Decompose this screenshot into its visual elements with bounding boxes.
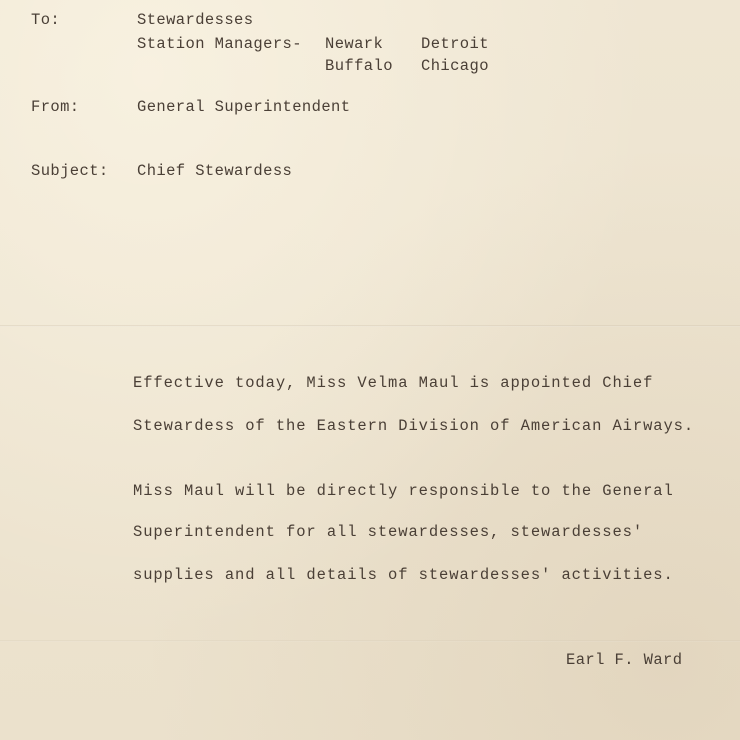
- to-city-detroit: Detroit: [421, 35, 489, 53]
- to-city-chicago: Chicago: [421, 57, 489, 75]
- to-city-newark: Newark: [325, 35, 384, 53]
- paper-fold: [0, 325, 740, 327]
- from-label: From:: [31, 98, 80, 116]
- from-value: General Superintendent: [137, 98, 351, 116]
- to-city-buffalo: Buffalo: [325, 57, 393, 75]
- to-recipient-station-managers: Station Managers-: [137, 35, 302, 53]
- body-paragraph1-line2: Stewardess of the Eastern Division of American Airways.: [133, 417, 695, 435]
- subject-label: Subject:: [31, 162, 109, 180]
- body-paragraph2-line3: supplies and all details of stewardesses' activities.: [133, 566, 674, 584]
- to-recipient-stewardesses: Stewardesses: [137, 11, 254, 29]
- paper-fold: [0, 640, 740, 642]
- subject-value: Chief Stewardess: [137, 162, 293, 180]
- body-paragraph2-line2: Superintendent for all stewardesses, stewardesses': [133, 523, 644, 541]
- body-paragraph1-line1: Effective today, Miss Velma Maul is appointed Chief: [133, 374, 654, 392]
- body-paragraph2-line1: Miss Maul will be directly responsible to the General: [133, 482, 674, 500]
- signature: Earl F. Ward: [566, 651, 683, 669]
- to-label: To:: [31, 11, 61, 29]
